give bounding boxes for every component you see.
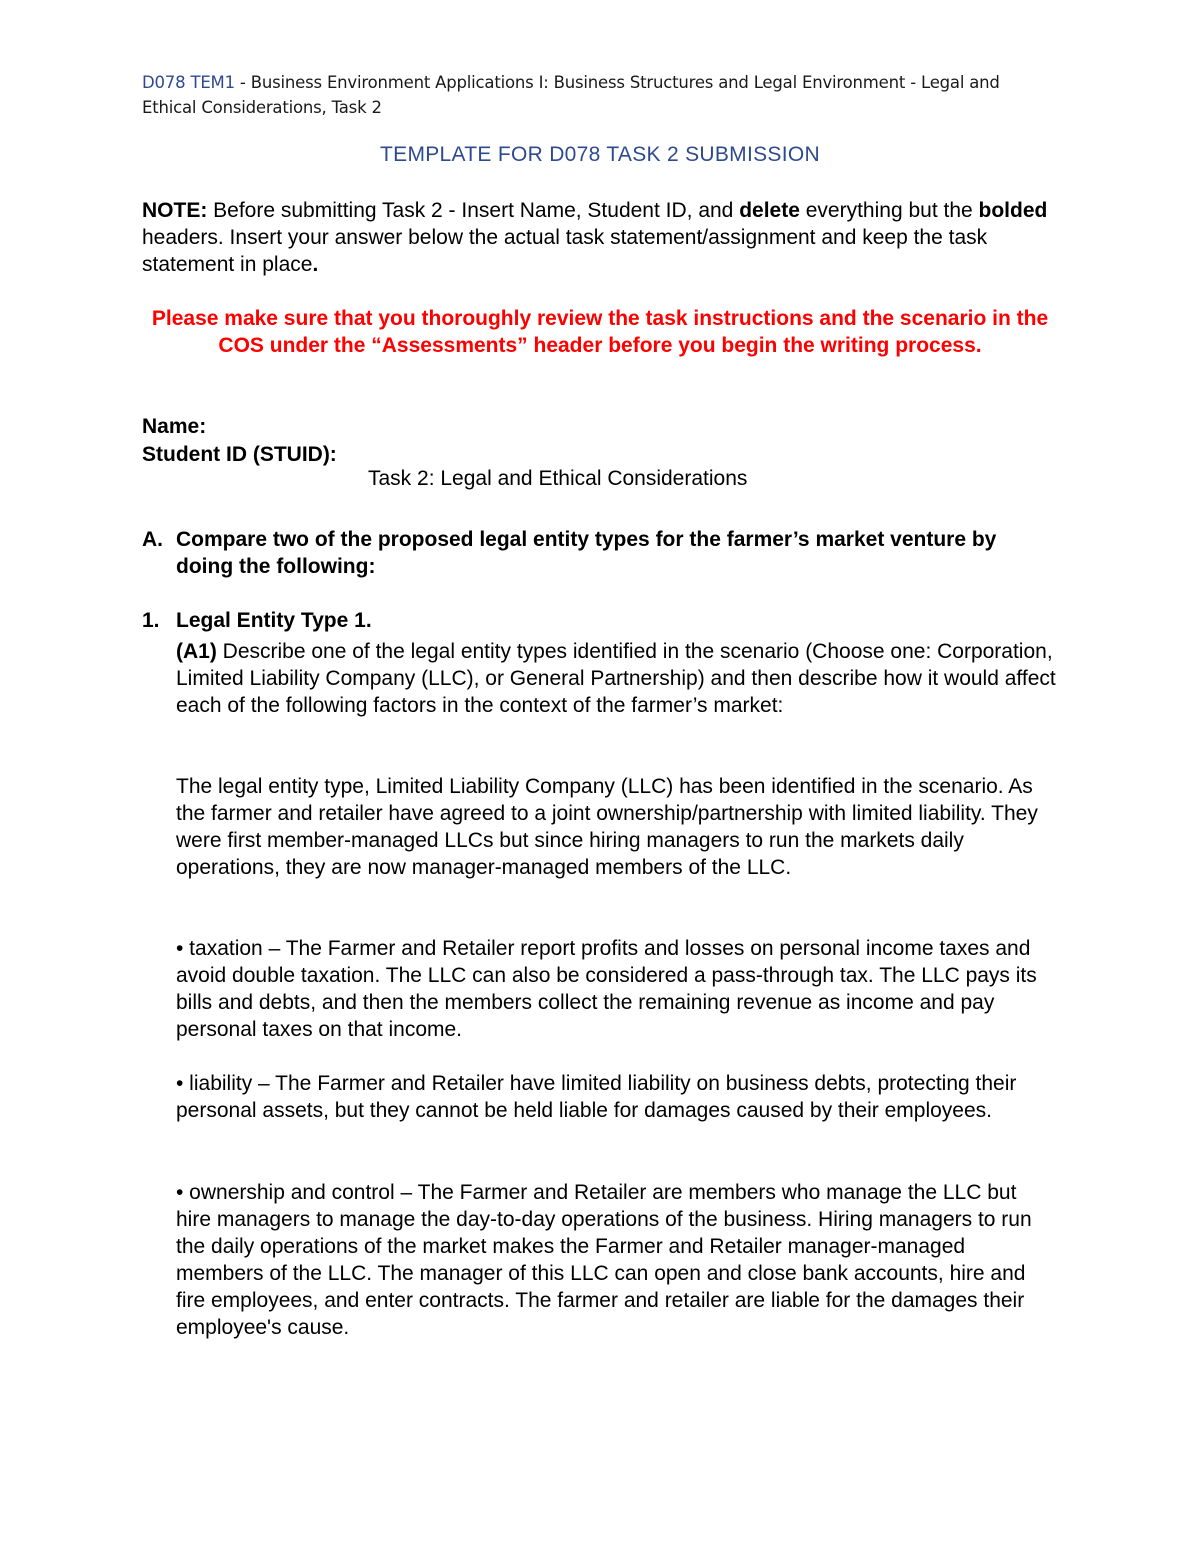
note-label: NOTE:	[142, 199, 208, 222]
page-header	[142, 70, 1052, 120]
item-1-heading	[142, 607, 372, 634]
section-a-label: A.	[142, 528, 163, 551]
note-bold-delete: delete	[739, 199, 800, 222]
document-title: TEMPLATE FOR D078 TASK 2 SUBMISSION	[380, 143, 820, 166]
student-id-label: Student ID (STUID):	[142, 443, 337, 466]
answer-paragraph-entity: The legal entity type, Limited Liability Company (LLC) has been identified in the scenario. As the farmer and retailer have agreed to a joint ownership/partnership with limited liability. They were first member-managed LLCs but since hiring managers to run the markets daily operations, they are now manager-managed members of the LLC.	[176, 775, 1038, 879]
course-description: - Business Environment Applications I: Business Structures and Legal Environment - Legal and Ethical Considerations, Task 2	[142, 73, 1000, 117]
note-text-2: everything but the	[799, 199, 979, 222]
note-paragraph	[142, 197, 1062, 278]
a1-text: Describe one of the legal entity types identified in the scenario (Choose one: Corporation, Limited Liability Company (LLC), or General Partnership) and then describe how it would affect each of the following factors in the context of the farmer’s market:	[176, 640, 1056, 717]
note-bold-bolded: bolded	[978, 199, 1048, 222]
note-text-3: headers. Insert your answer below the actual task statement/assignment and keep the task statement in place	[142, 226, 988, 276]
a1-label: (A1)	[176, 640, 217, 663]
section-a-text: Compare two of the proposed legal entity types for the farmer’s market venture by doing the following:	[176, 528, 997, 578]
name-label: Name:	[142, 415, 207, 438]
answer-paragraph-ownership: • ownership and control – The Farmer and Retailer are members who manage the LLC but hire managers to manage the day-to-day operations of the business. Hiring managers to run the daily operations of the market makes the Farmer and Retailer manager-managed members of the LLC. The manager of this LLC can open and close bank accounts, hire and fire employees, and enter contracts. The farmer and retailer are liable for the damages their employee's cause.	[176, 1181, 1032, 1339]
review-warning: Please make sure that you thoroughly review the task instructions and the scenario in the COS under the “Assessments” header before you begin the writing process.	[151, 307, 1049, 357]
item-1-label: 1.	[142, 609, 160, 632]
a1-prompt	[176, 638, 1056, 719]
answer-paragraph-taxation: • taxation – The Farmer and Retailer report profits and losses on personal income taxes and avoid double taxation. The LLC can also be considered a pass-through tax. The LLC pays its bills and debts, and then the members collect the remaining revenue as income and pay personal taxes on that income.	[176, 937, 1037, 1041]
item-1-text: Legal Entity Type 1.	[176, 609, 372, 632]
task-heading: Task 2: Legal and Ethical Considerations	[368, 467, 748, 490]
note-end: .	[312, 253, 319, 276]
answer-paragraph-liability: • liability – The Farmer and Retailer have limited liability on business debts, protecting their personal assets, but they cannot be held liable for damages caused by their employees.	[176, 1072, 1017, 1122]
section-a-heading	[142, 526, 1042, 580]
course-code: D078 TEM1	[142, 73, 235, 92]
note-text-1: Before submitting Task 2 - Insert Name, Student ID, and	[207, 199, 740, 222]
